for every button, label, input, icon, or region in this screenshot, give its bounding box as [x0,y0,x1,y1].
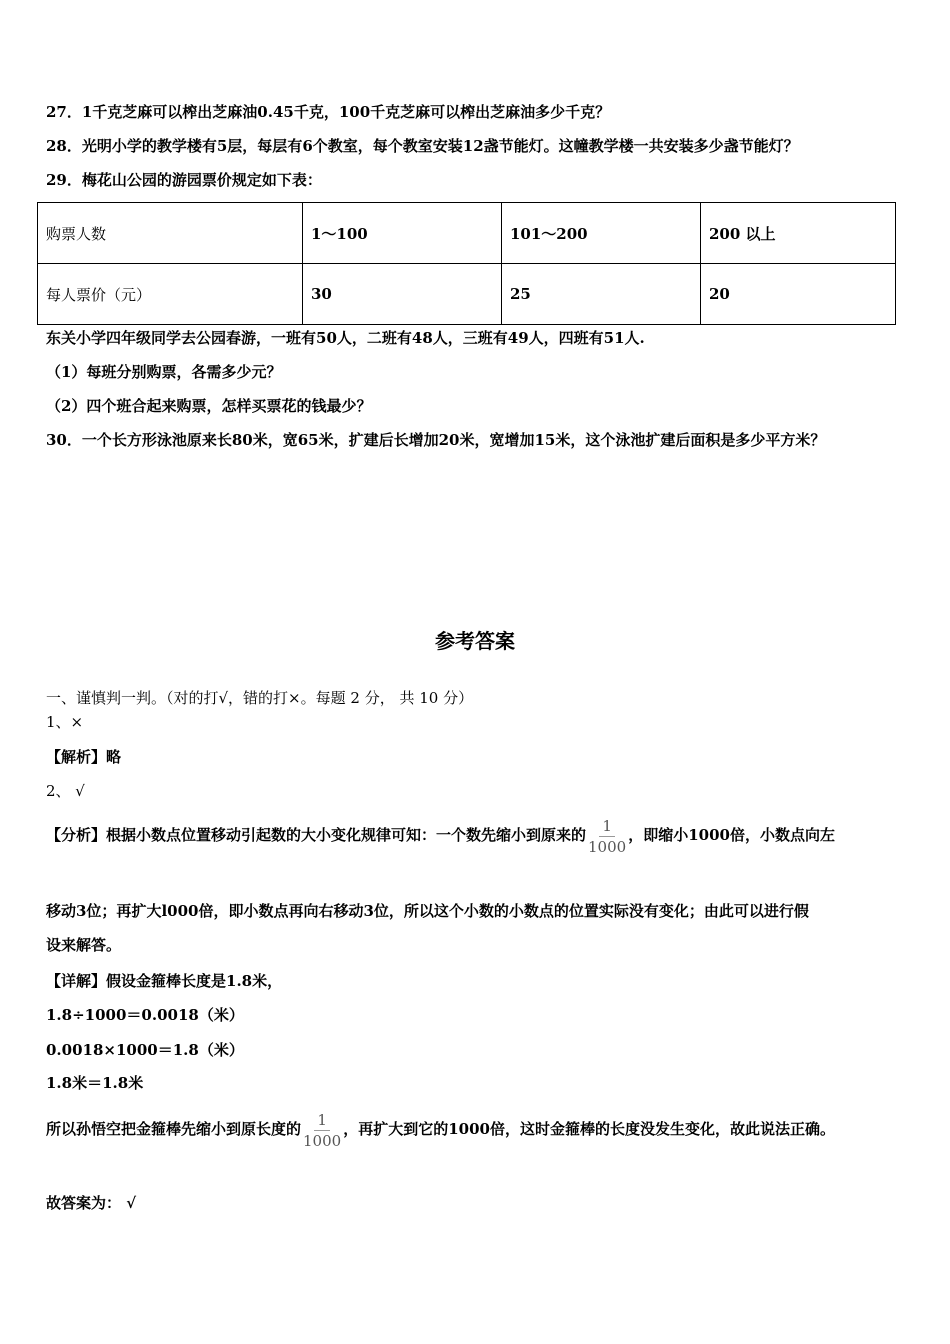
question-27: 27．1千克芝麻可以榨出芝麻油0.45千克，100千克芝麻可以榨出芝麻油多少千克？ [46,103,611,121]
table-cell: 25 [502,264,701,325]
answer-1: 1、× [46,713,84,731]
numerator: 1 [314,1110,330,1131]
table-row [38,264,896,325]
question-29-text: 东关小学四年级同学去公园春游，一班有50人，二班有48人，三班有49人，四班有51人. [46,329,645,347]
analysis-text: 【分析】根据小数点位置移动引起数的大小变化规律可知：一个数先缩小到原来的 [46,826,587,844]
fraction [303,1110,341,1151]
table-cell: 20 [701,264,896,325]
answer-1-analysis: 【解析】略 [46,748,122,766]
section-heading: 一、谨慎判一判。（对的打√，错的打×。每题 2 分， 共 10 分） [46,689,474,707]
question-29-part1: （1）每班分别购票，各需多少元？ [46,363,282,381]
question-28: 28．光明小学的教学楼有5层，每层有6个教室，每个教室安装12盏节能灯。这幢教学楼一共安装多少盏节能灯？ [46,137,799,155]
question-29-part2: （2）四个班合起来购票，怎样买票花的钱最少？ [46,397,372,415]
table-cell: 200 以上 [701,203,896,264]
detail-heading: 【详解】假设金箍棒长度是1.8米， [46,972,283,990]
answers-title: 参考答案 [435,629,515,653]
table-cell: 30 [303,264,502,325]
numerator: 1 [599,816,615,837]
conclusion-text: 所以孙悟空把金箍棒先缩小到原长度的 [46,1120,302,1138]
denominator: 1000 [588,837,627,856]
denominator: 1000 [303,1131,342,1150]
table-cell: 每人票价（元） [38,264,303,325]
table-cell: 1～100 [303,203,502,264]
table-row [38,203,896,264]
fraction [588,816,626,857]
analysis-line-2: 移动3位；再扩大l000倍，即小数点再向右移动3位，所以这个小数的小数点的位置实际没有变化；由此可以进行假 [46,902,809,920]
conclusion [46,1106,835,1152]
question-30: 30．一个长方形泳池原来长80米，宽65米，扩建后长增加20米，宽增加15米，这个泳池扩建后面积是多少平方米？ [46,431,826,449]
analysis-line-1 [46,812,835,858]
calculation-1: 1.8÷1000＝0.0018（米） [46,1006,244,1024]
answer-2: 2、 √ [46,782,85,800]
analysis-text: ，即缩小1000倍，小数点向左 [628,826,835,844]
table-cell: 购票人数 [38,203,303,264]
ticket-price-table [37,202,896,325]
analysis-line-3: 设来解答。 [46,936,122,954]
question-29: 29．梅花山公园的游园票价规定如下表： [46,171,322,189]
calculation-3: 1.8米＝1.8米 [46,1074,144,1092]
calculation-2: 0.0018×1000＝1.8（米） [46,1041,244,1059]
table-cell: 101～200 [502,203,701,264]
final-answer: 故答案为： √ [46,1194,137,1212]
conclusion-text: ，再扩大到它的1000倍，这时金箍棒的长度没发生变化，故此说法正确。 [343,1120,835,1138]
